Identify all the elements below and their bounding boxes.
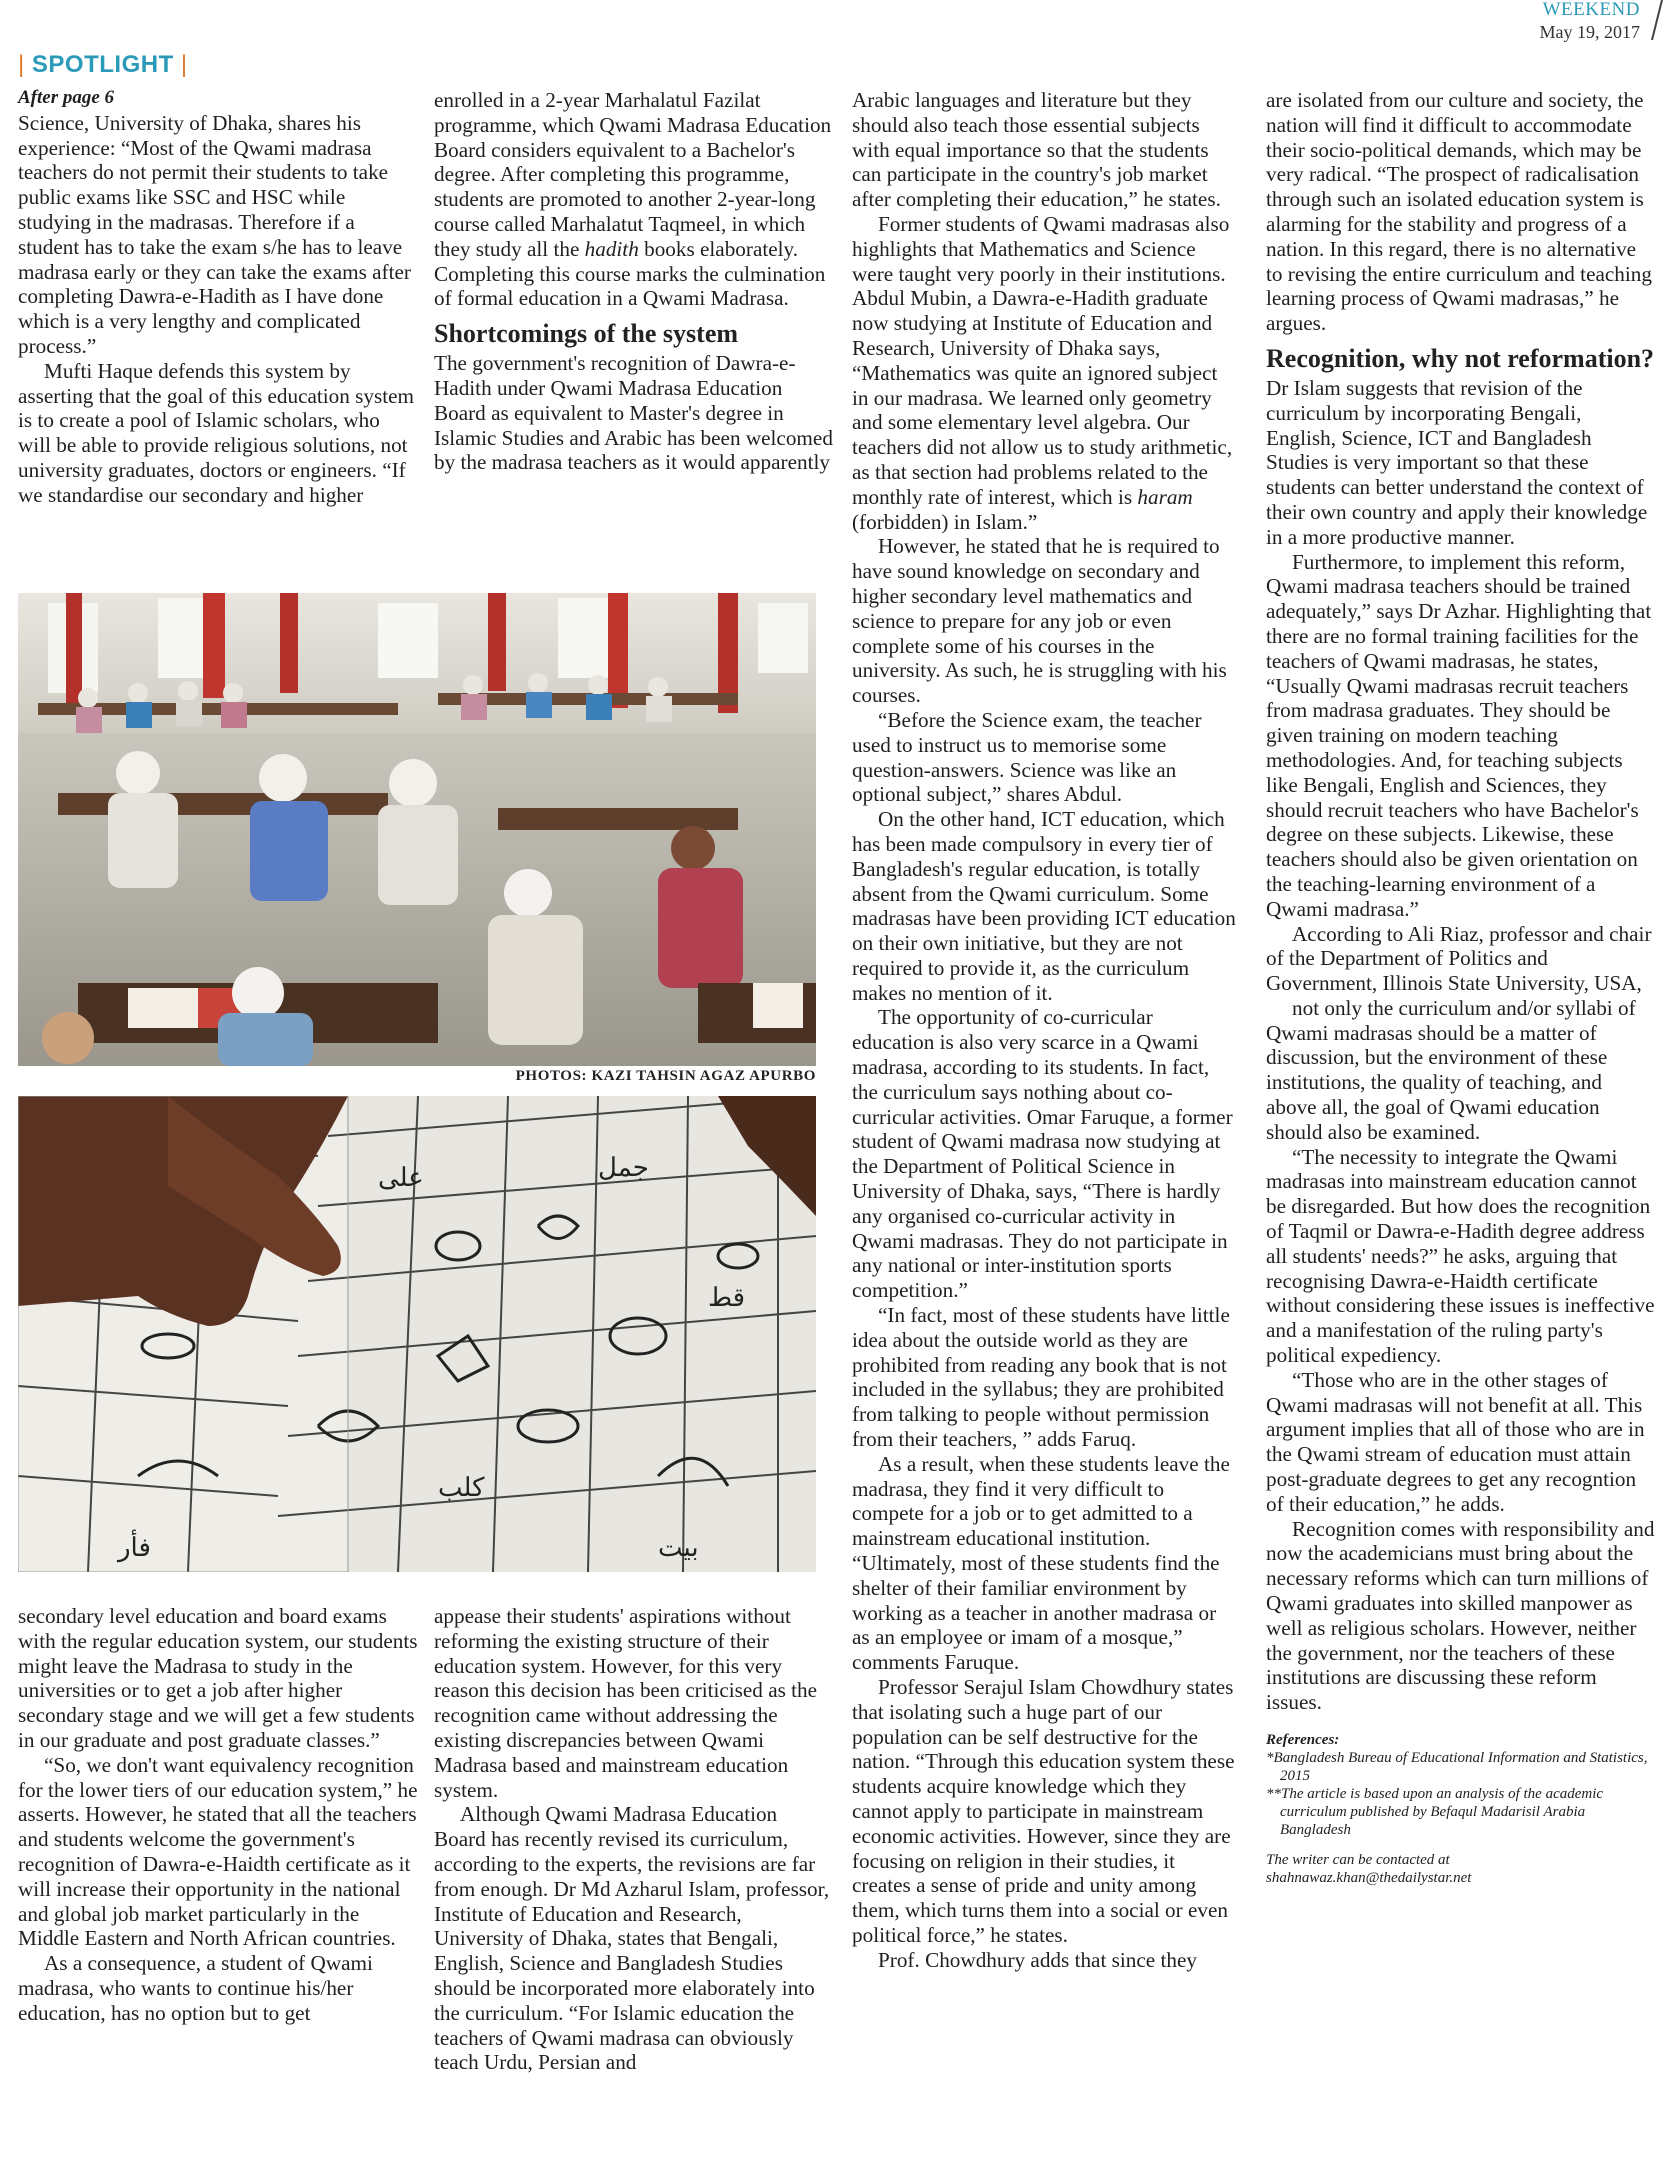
paragraph: Science, University of Dhaka, shares his experience: “Most of the Qwami madrasa teachers do not permit their students to take public exams like SSC and HSC while studying in the madrasas. Therefore if a student has to take the exam s/he has to leave madrasa early or they can take the exams after completing Dawra-e-Hadith as I have done which is a very lengthy and complicated process.” <box>18 110 411 358</box>
section-label <box>18 51 188 79</box>
paragraph: “Before the Science exam, the teacher used to instruct us to memorise some question-answers. Science was like an optional subject,” shares Abdul. <box>852 707 1202 807</box>
writer-contact <box>1266 1851 1656 1887</box>
classroom-illustration <box>18 593 816 1066</box>
paragraph: Dr Islam suggests that revision of the curriculum by incorporating Bengali, English, Science, ICT and Bangladesh Studies is very important so that these students can better understand the context of their own country and apply their knowledge in a more productive manner. <box>1266 375 1648 549</box>
paragraph: “Those who are in the other stages of Qwami madrasas will not benefit at all. This argument implies that all of those who are in the Qwami stream of education must attain post-graduate degrees to get any recogntion of their education,” he adds. <box>1266 1367 1645 1516</box>
workbook-illustration <box>18 1096 816 1572</box>
photo-credit: PHOTOS: KAZI TAHSIN AGAZ APURBO <box>515 1068 816 1084</box>
paragraph: not only the curriculum and/or syllabi of Qwami madrasas should be a matter of discussion, but the environment of these institutions, the quality of teaching, and above all, the goal of Qwami education should also be examined. <box>1266 995 1636 1144</box>
paragraph: “The necessity to integrate the Qwami madrasas into mainstream education cannot be disregarded. But how does the recognition of Taqmil or Dawra-e-Hadith degree address all students' needs?” he asks, arguing that recognising Dawra-e-Haidth certificate without considering these issues is ineffective and a manifestation of the ruling party's political expediency. <box>1266 1144 1655 1368</box>
reference-item: **The article is based upon an analysis of the academic curriculum published by Befaqul Madarisil Arabia Bangladesh <box>1266 1786 1604 1838</box>
column-2-top <box>434 88 834 475</box>
contact-email[interactable]: shahnawaz.khan@thedailystar.net <box>1266 1870 1472 1886</box>
svg-text:ﻋﻠﻰ: ﻋﻠﻰ <box>378 1163 424 1193</box>
references-heading: References: <box>1266 1732 1340 1748</box>
section-bar-left: | <box>18 51 25 78</box>
paragraph: appease their students' aspirations without reforming the existing structure of their education system. However, for this very reason this decision has been criticised as the recognition came without addressing the existing discrepancies between Qwami Madrasa based and mainstream education system. <box>434 1604 818 1802</box>
page-fold-mark <box>1650 0 1664 42</box>
paragraph: Recognition comes with responsibility and now the academicians must bring about the necessary reforms which can turn millions of Qwami graduates into skilled manpower as well as religious scholars. However, neither the government, nor the teachers of these institutions are discussing these reform issues. <box>1266 1516 1655 1715</box>
paragraph: Although Qwami Madrasa Education Board has recently revised its curriculum, according to the experts, the revisions are far from enough. Dr Md Azharul Islam, professor, Institute of Education and Research, University of Dhaka, states that Bengali, English, Science and Bangladesh Studies should be incorporated more elaborately into the curriculum. “For Islamic education the teachers of Qwami madrasa can obviously teach Urdu, Persian and <box>434 1802 830 2075</box>
svg-text:ﻗﻂ: ﻗﻂ <box>708 1283 746 1313</box>
svg-text:ﺟﻤﻞ: ﺟﻤﻞ <box>598 1153 649 1183</box>
paragraph: secondary level education and board exams with the regular education system, our students might leave the Madrasa to study in the universities or to get a job after higher secondary stage and we will get a few students in our graduate and post graduate classes.” <box>18 1604 418 1752</box>
paragraph: However, he stated that he is required to have sound knowledge on secondary and higher secondary level mathematics and science to prepare for any job or even complete some of his courses in the university. As such, he is struggling with his courses. <box>852 534 1227 708</box>
column-1-top <box>18 86 418 508</box>
paragraph: “In fact, most of these students have little idea about the outside world as they are prohibited from reading any book that is not included in the syllabus; they are prohibited from talking to people without permission from their teachers, ” adds Faruq. <box>852 1303 1230 1452</box>
paragraph: Arabic languages and literature but they should also teach those essential subjects with equal importance so that the students can participate in the country's job market after completing their education,” he states. <box>852 88 1221 212</box>
photo-madrasa-classroom <box>18 593 816 1066</box>
svg-text:ﻓﺄﺭ: ﻓﺄﺭ <box>118 1533 151 1563</box>
contact-label: The writer can be contacted at <box>1266 1852 1450 1868</box>
paragraph: Prof. Chowdhury adds that since they <box>878 1947 1197 1972</box>
column-3 <box>852 88 1238 1973</box>
magazine-name: WEEKEND <box>1542 0 1640 20</box>
column-2-bottom <box>434 1604 834 2075</box>
column-4 <box>1266 88 1656 1887</box>
paragraph: According to Ali Riaz, professor and chair of the Department of Politics and Government, Illinois State University, USA, <box>1266 921 1652 996</box>
paragraph: are isolated from our culture and society, the nation will find it difficult to accommodate their socio-political demands, which may be very radical. “The prospect of radicalisation through such an isolated education system is alarming for the stability and progress of a nation. In this regard, there is no alternative to revising the entire curriculum and teaching learning process of Qwami madrasas,” he argues. <box>1266 88 1652 336</box>
paragraph: Professor Serajul Islam Chowdhury states that isolating such a huge part of our population can be self destructive for the nation. “Through this education system these students acquire knowledge which they cannot apply to participate in mainstream economic activities. However, since they are focusing on religion in their studies, it creates a sense of pride and unity among them, which turns them into a social or even political force,” he states. <box>852 1675 1235 1947</box>
references <box>1266 1731 1656 1839</box>
reference-item: *Bangladesh Bureau of Educational Information and Statistics, 2015 <box>1266 1750 1648 1784</box>
paragraph: Furthermore, to implement this reform, Qwami madrasa teachers should be trained adequately,” says Dr Azhar. Highlighting that there are no formal training facilities for the teachers of Qwami madrasas, he states, “Usually Qwami madrasas recruit teachers from madrasa graduates. They should be given training on modern teaching methodologies. And, for teaching subjects like Bengali, English and Sciences, they should recruit teachers who have Bachelor's degree on these subjects. Likewise, these teachers should also be given orientation on the teaching-learning environment of a Qwami madrasa.” <box>1266 549 1652 921</box>
paragraph: The opportunity of co-curricular education is also very scarce in a Qwami madrasa, according to its students. In fact, the curriculum says nothing about co-curricular activities. Omar Faruque, a former student of Qwami madrasa now studying at the Department of Political Science in University of Dhaka, says, “There is hardly any organised co-curricular activity in Qwami madrasas. They do not participate in any national or inter-institution sports competition.” <box>852 1005 1233 1303</box>
paragraph: Former students of Qwami madrasas also highlights that Mathematics and Science were taught very poorly in their institutions. Abdul Mubin, a Dawra-e-Hadith graduate now studying at Institute of Education and Research, University of Dhaka says, “Mathematics was quite an ignored subject in our madrasa. We learned only geometry and some elementary level algebra. Our teachers did not allow us to study arithmetic, as that section had problems related to the monthly rate of interest, which is haram (forbidden) in Islam.” <box>852 211 1233 534</box>
paragraph: As a consequence, a student of Qwami madrasa, who wants to continue his/her education, has no option but to get <box>18 1951 373 2025</box>
continued-from-label: After page 6 <box>18 87 115 108</box>
column-1-bottom <box>18 1604 418 2026</box>
subheading-recognition: Recognition, why not reformation? <box>1266 343 1655 373</box>
paragraph: “So, we don't want equivalency recognition for the lower tiers of our education system,” he asserts. However, he stated that all the teachers and students welcome the government's recognition of Dawra-e-Haidth certificate as it will increase their opportunity in the national and global job market particularly in the Middle Eastern and North African countries. <box>18 1752 418 1951</box>
section-bar-right: | <box>180 51 188 78</box>
svg-text:ﻛﻠﺐ: ﻛﻠﺐ <box>438 1473 485 1503</box>
section-title: SPOTLIGHT <box>31 51 174 78</box>
paragraph: Mufti Haque defends this system by asserting that the goal of this education system is to create a pool of Islamic scholars, who will be able to provide religious solutions, not university graduates, doctors or engineers. “If we standardise our secondary and higher <box>18 358 415 507</box>
paragraph: The government's recognition of Dawra-e-Hadith under Qwami Madrasa Education Board as equivalent to Master's degree in Islamic Studies and Arabic has been welcomed by the madrasa teachers as it would apparently <box>434 351 833 475</box>
paragraph: As a result, when these students leave the madrasa, they find it very difficult to compete for a job or to get admitted to a mainstream educational institution. “Ultimately, most of these students find the shelter of their familiar environment by working as a teacher in another madrasa or as an employee or imam of a mosque,” comments Faruque. <box>852 1451 1230 1675</box>
issue-date: May 19, 2017 <box>1539 22 1640 42</box>
paragraph: enrolled in a 2-year Marhalatul Fazilat programme, which Qwami Madrasa Education Board considers equivalent to a Bachelor's degree. After completing this programme, students are promoted to another 2-year-long course called Marhalatut Taqmeel, in which they study all the hadith books elaborately. Completing this course marks the culmination of formal education in a Qwami Madrasa. <box>434 88 832 311</box>
paragraph: On the other hand, ICT education, which has been made compulsory in every tier of Bangladesh's regular education, is totally absent from the Qwami curriculum. Some madrasas have been providing ICT education on their own initiative, but they are not required to provide it, as the curriculum makes no mention of it. <box>852 807 1236 1005</box>
subheading-shortcomings: Shortcomings of the system <box>434 319 739 349</box>
svg-text:ﺑﻴﺖ: ﺑﻴﺖ <box>658 1533 699 1563</box>
photo-workbook-closeup <box>18 1096 816 1572</box>
